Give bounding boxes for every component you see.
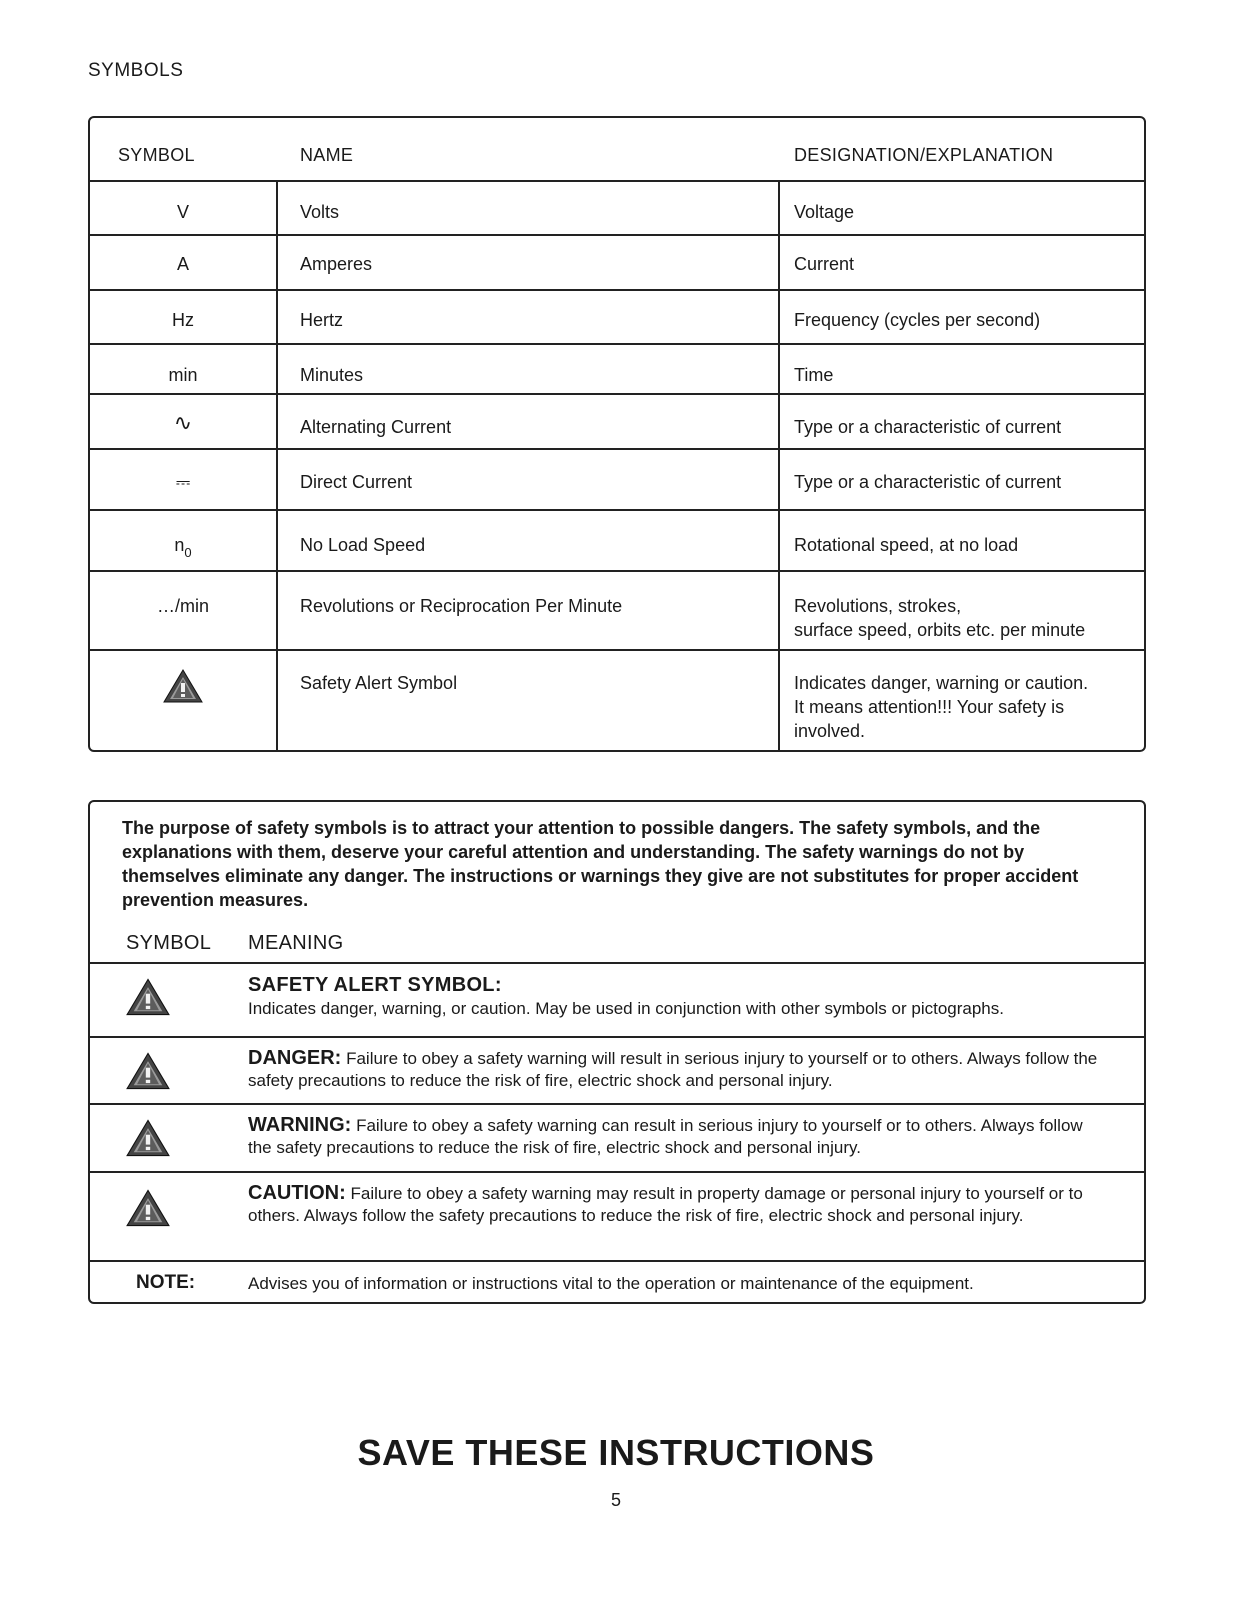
designation-cell: Type or a characteristic of current (794, 472, 1062, 492)
symbol-text: n (174, 535, 185, 555)
designation-cell: Time (794, 365, 834, 385)
designation-line: Revolutions, strokes, (794, 596, 962, 616)
warning-description: Failure to obey a safety warning can result in serious injury to yourself or to others. Always follow the safety precautions to reduce the risk of fire, electric shock and personal injury. (248, 1116, 1083, 1157)
designation-line: surface speed, orbits etc. per minute (794, 620, 1086, 640)
meaning-header-symbol: SYMBOL (126, 932, 212, 954)
symbol-cell: A (176, 254, 189, 274)
name-cell: Hertz (300, 310, 344, 330)
header-designation: DESIGNATION/EXPLANATION (794, 145, 1054, 165)
table-row (90, 572, 1144, 651)
name-cell: Safety Alert Symbol (300, 673, 458, 693)
symbol-cell: V (176, 202, 189, 222)
page-number: 5 (610, 1490, 621, 1510)
warning-triangle-icon (126, 1119, 170, 1157)
table-row (90, 291, 1144, 345)
alternating-current-icon: ∿ (173, 410, 193, 435)
intro-paragraph: The purpose of safety symbols is to attract your attention to possible dangers. The safety symbols, and the explanations with them, deserve your careful attention and understanding. The safety warnings do not by themselves eliminate any danger. The instructions or warnings they give are not substitutes for proper accident prevention measures. (122, 818, 1079, 910)
symbols-table (88, 116, 1146, 752)
warning-text (248, 1114, 1108, 1159)
safety-alert-text (248, 974, 1108, 1020)
direct-current-icon: ⎓ (175, 472, 191, 492)
name-cell: Volts (300, 202, 340, 222)
danger-triangle-icon (126, 1052, 170, 1090)
designation-line: It means attention!!! Your safety is (794, 697, 1065, 717)
designation-cell (794, 594, 1134, 642)
symbol-subscript: 0 (184, 545, 192, 560)
warning-row (90, 1103, 1144, 1171)
safety-alert-description: Indicates danger, warning, or caution. May be used in conjunction with other symbols or pictographs. (248, 999, 1004, 1018)
symbol-cell: …/min (156, 596, 209, 616)
danger-description: Failure to obey a safety warning will result in serious injury to yourself or to others. Always follow the safety precautions to reduce the risk of fire, electric shock and personal injury. (248, 1049, 1098, 1090)
symbols-table-header (90, 118, 1144, 182)
note-description: Advises you of information or instructions vital to the operation or maintenance of the equipment. (248, 1274, 974, 1293)
symbol-cell (90, 533, 276, 565)
meaning-header-meaning: MEANING (248, 932, 344, 954)
name-cell: Revolutions or Reciprocation Per Minute (300, 596, 623, 616)
safety-meaning-box (88, 800, 1146, 1304)
header-name: NAME (300, 145, 354, 165)
warning-label: WARNING: (248, 1114, 352, 1136)
table-row (90, 395, 1144, 450)
designation-cell: Rotational speed, at no load (794, 535, 1019, 555)
symbol-cell (90, 669, 276, 709)
caution-triangle-icon (126, 1189, 170, 1227)
designation-cell: Frequency (cycles per second) (794, 310, 1041, 330)
name-cell: Alternating Current (300, 417, 452, 437)
header-symbol: SYMBOL (118, 145, 195, 165)
caution-label: CAUTION: (248, 1182, 346, 1204)
table-row (90, 345, 1144, 395)
table-row (90, 236, 1144, 291)
symbol-cell: Hz (172, 310, 194, 330)
designation-cell: Type or a characteristic of current (794, 417, 1062, 437)
safety-alert-triangle-icon (163, 669, 203, 703)
table-row (90, 511, 1144, 572)
safety-alert-triangle-icon (126, 978, 170, 1016)
designation-cell: Current (794, 254, 855, 274)
save-instructions-title: SAVE THESE INSTRUCTIONS (357, 1432, 875, 1473)
designation-cell (794, 671, 1134, 743)
note-label: NOTE: (136, 1272, 196, 1293)
table-row (90, 651, 1144, 750)
caution-row (90, 1171, 1144, 1260)
name-cell: Amperes (300, 254, 373, 274)
name-cell: No Load Speed (300, 535, 426, 555)
caution-description: Failure to obey a safety warning may result in property damage or personal injury to yourself or to others. Always follow the safety precautions to reduce the risk of fire, electric shock and personal injury. (248, 1184, 1083, 1225)
symbol-cell: min (168, 365, 198, 385)
name-cell: Direct Current (300, 472, 413, 492)
page-heading: SYMBOLS (88, 60, 184, 81)
name-cell: Minutes (300, 365, 364, 385)
designation-line: Indicates danger, warning or caution. (794, 673, 1089, 693)
designation-line: involved. (794, 721, 866, 741)
danger-label: DANGER: (248, 1047, 342, 1069)
danger-row (90, 1036, 1144, 1103)
designation-cell: Voltage (794, 202, 855, 222)
note-row (90, 1260, 1144, 1302)
safety-alert-title: SAFETY ALERT SYMBOL: (248, 974, 502, 996)
table-row (90, 182, 1144, 236)
safety-alert-row (90, 962, 1144, 1036)
danger-text (248, 1047, 1108, 1092)
table-row (90, 450, 1144, 511)
caution-text (248, 1182, 1108, 1227)
